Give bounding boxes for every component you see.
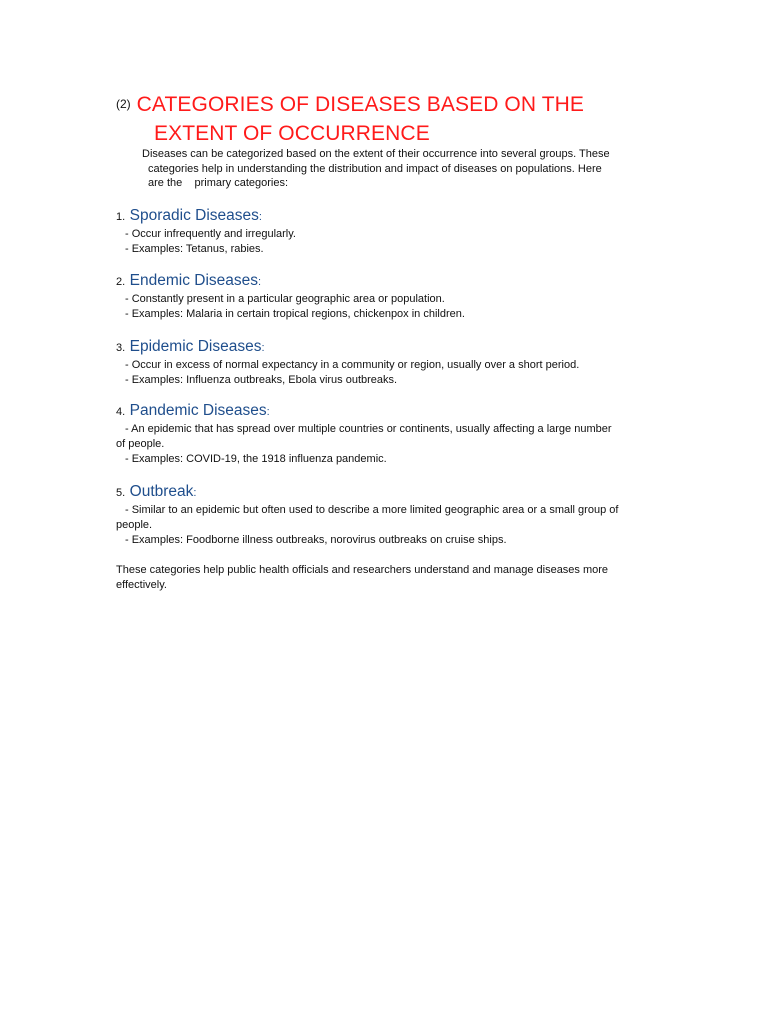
category-section-endemic	[116, 271, 656, 322]
section-colon: :	[261, 342, 265, 354]
section-heading	[116, 337, 656, 358]
section-heading	[116, 206, 656, 227]
section-number: 2.	[116, 276, 126, 288]
section-bullet: - Examples: Tetanus, rabies.	[125, 242, 264, 255]
section-heading	[116, 482, 651, 503]
category-section-outbreak	[116, 482, 651, 547]
category-section-sporadic	[116, 206, 656, 257]
section-bullet: - Occur infrequently and irregularly.	[125, 228, 296, 240]
section-bullet: - Similar to an epidemic but often used to describe a more limited geographic area or a small group of people.	[116, 504, 619, 531]
category-section-pandemic	[116, 401, 616, 466]
section-bullet: - Examples: Influenza outbreaks, Ebola virus outbreaks.	[125, 373, 398, 386]
section-bullet: - Examples: Foodborne illness outbreaks, norovirus outbreaks on cruise ships.	[125, 533, 507, 546]
section-bullet: - Constantly present in a particular geographic area or population.	[125, 293, 445, 305]
section-heading	[116, 401, 616, 422]
heading-number: (2)	[116, 97, 131, 111]
document-heading	[116, 90, 676, 148]
section-colon: :	[193, 487, 197, 499]
section-number: 3.	[116, 342, 126, 354]
section-heading	[116, 271, 656, 292]
section-bullet: - An epidemic that has spread over multiple countries or continents, usually affecting a large number of people.	[116, 423, 612, 450]
section-bullet: - Occur in excess of normal expectancy in a community or region, usually over a short period.	[125, 359, 580, 371]
section-title: Pandemic Diseases	[129, 402, 267, 419]
section-colon: :	[266, 406, 270, 418]
section-bullet: - Examples: COVID-19, the 1918 influenza pandemic.	[125, 452, 387, 465]
section-number: 5.	[116, 487, 126, 499]
section-number: 1.	[116, 211, 126, 223]
section-title: Epidemic Diseases	[129, 338, 262, 355]
heading-line-1: CATEGORIES OF DISEASES BASED ON THE	[136, 93, 584, 116]
section-colon: :	[258, 276, 262, 288]
intro-line-2: categories help in understanding the distribution and impact of diseases on populations. Here	[148, 162, 602, 175]
intro-line-3: are the primary categories:	[148, 177, 289, 190]
closing-paragraph: These categories help public health officials and researchers understand and manage diseases more effectively.	[116, 564, 609, 591]
section-number: 4.	[116, 406, 126, 418]
section-colon: :	[258, 211, 262, 223]
intro-paragraph	[142, 147, 652, 191]
heading-line-2: EXTENT OF OCCURRENCE	[154, 122, 430, 145]
section-title: Sporadic Diseases	[129, 207, 259, 224]
category-section-epidemic	[116, 337, 656, 388]
section-title: Endemic Diseases	[129, 272, 258, 289]
section-title: Outbreak	[129, 483, 194, 500]
intro-line-1: Diseases can be categorized based on the extent of their occurrence into several groups. These	[142, 148, 610, 160]
section-bullet: - Examples: Malaria in certain tropical regions, chickenpox in children.	[125, 307, 465, 320]
